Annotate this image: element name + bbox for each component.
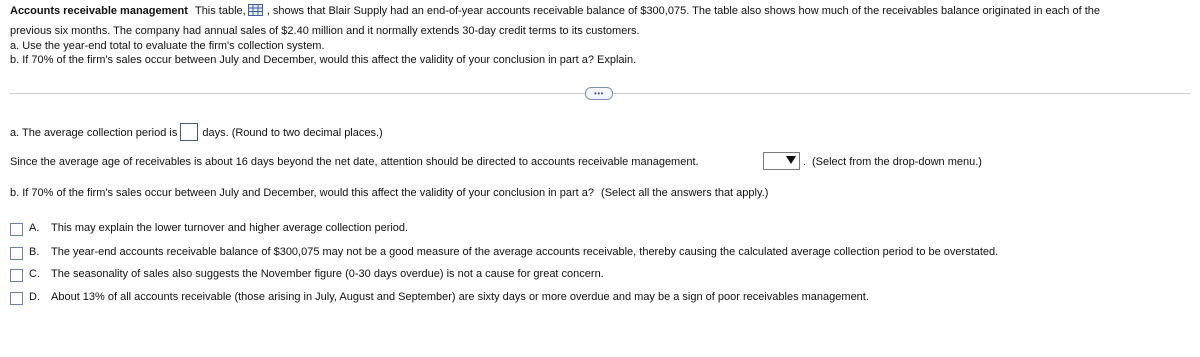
part-b-question: b. If 70% of the firm's sales occur between July and December, would this affect the validity of your conclusion in part a?: [10, 187, 594, 199]
option-c-letter: C.: [29, 268, 40, 280]
option-d-text: About 13% of all accounts receivable (those arising in July, August and September) are sixty days or more overdue and may be a sign of poor receivables management.: [51, 291, 869, 303]
collection-period-input[interactable]: [180, 123, 198, 141]
intro-text-2: , shows that Blair Supply had an end-of-year accounts receivable balance of $300,075. The table also shows how much of the receivables balance originated in each of the: [266, 5, 1100, 17]
dropdown-hint: (Select from the drop-down menu.): [812, 156, 982, 168]
question-title: Accounts receivable management: [10, 5, 188, 17]
option-a-checkbox[interactable]: [10, 223, 23, 236]
since-text: Since the average age of receivables is about 16 days beyond the net date, attention should be directed to accounts receivable management.: [10, 156, 699, 168]
answer-a-prefix: a. The average collection period is: [10, 127, 178, 139]
intro-line-2: previous six months. The company had annual sales of $2.40 million and it normally extends 30-day credit terms to its customers.: [10, 25, 640, 37]
option-c-checkbox[interactable]: [10, 269, 23, 282]
option-c-text: The seasonality of sales also suggests the November figure (0-30 days overdue) is not a cause for great concern.: [51, 268, 604, 280]
intro-text-1: This table,: [194, 5, 246, 17]
option-a-text: This may explain the lower turnover and higher average collection period.: [51, 222, 409, 234]
part-b-hint: (Select all the answers that apply.): [601, 187, 769, 199]
answer-a-suffix: days. (Round to two decimal places.): [202, 127, 383, 139]
option-b-letter: B.: [29, 246, 40, 258]
part-a-prompt: a. Use the year-end total to evaluate the firm's collection system.: [10, 40, 325, 52]
more-button[interactable]: •••: [585, 87, 613, 100]
conclusion-dropdown[interactable]: [763, 152, 800, 170]
option-d-letter: D.: [29, 291, 40, 303]
table-icon[interactable]: [248, 4, 263, 16]
option-d-checkbox[interactable]: [10, 292, 23, 305]
question-line-1: [10, 4, 1100, 17]
dropdown-period: .: [803, 156, 807, 168]
part-b-prompt: b. If 70% of the firm's sales occur between July and December, would this affect the validity of your conclusion in part a? Explain.: [10, 54, 637, 66]
dropdown-arrow-icon: [786, 156, 796, 164]
option-b-checkbox[interactable]: [10, 247, 23, 260]
answer-a-line: [10, 123, 383, 141]
part-b-question-line: [10, 187, 768, 199]
option-a-letter: A.: [29, 222, 40, 234]
option-b-text: The year-end accounts receivable balance of $300,075 may not be a good measure of the average accounts receivable, thereby causing the calculated average collection period to be overstated.: [51, 246, 999, 258]
